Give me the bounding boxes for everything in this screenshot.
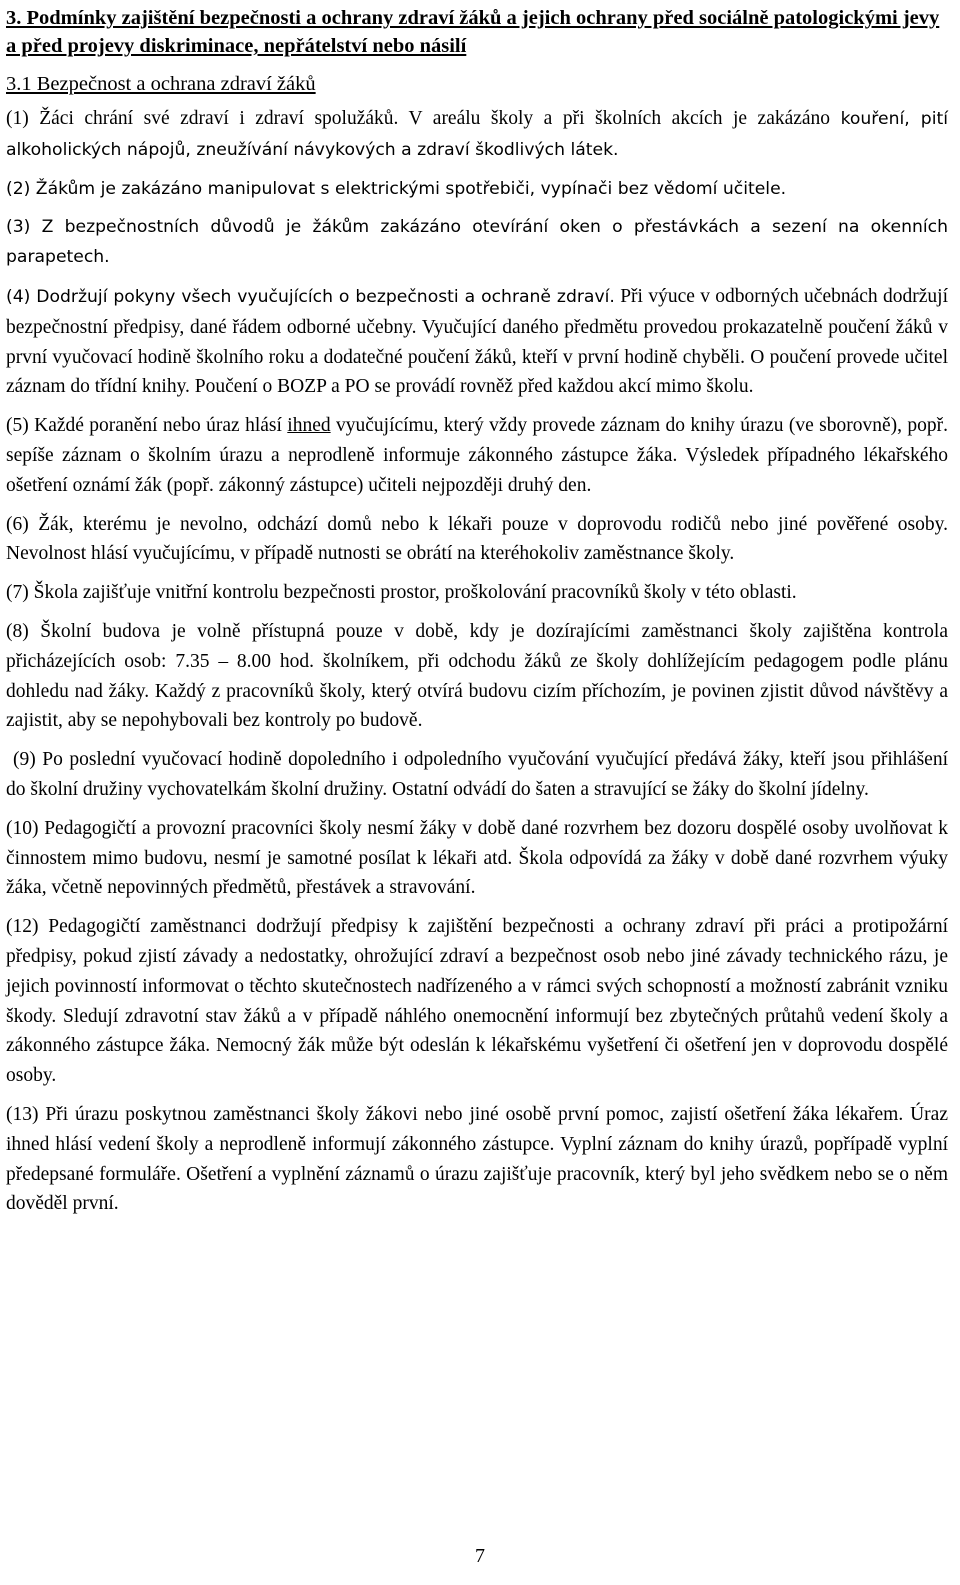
paragraph-7: (7) Škola zajišťuje vnitřní kontrolu bezpečnosti prostor, proškolování pracovníků školy v této oblasti. <box>6 582 797 604</box>
section-heading: 3. Podmínky zajištění bezpečnosti a ochrany zdraví žáků a jejich ochrany před sociálně patologickými jevy a před projevy diskriminace, nepřátelství nebo násilí <box>6 7 940 57</box>
document-page <box>6 0 948 1219</box>
paragraph-5 <box>6 411 948 500</box>
paragraph-13: (13) Při úrazu poskytnou zaměstnanci školy žákovi nebo jiné osobě první pomoc, zajistí ošetření žáka lékařem. Úraz ihned hlásí vedení školy a neprodleně informují zákonného zástupce. Vyplní záznam do knihy úrazů, popřípadě vyplní předepsané formuláře. Ošetření a vyplnění záznamů o úrazu zajišťuje pracovník, který byl jeho svědkem nebo se o něm dověděl první. <box>6 1103 948 1215</box>
paragraph-2: (2) Žákům je zakázáno manipulovat s elektrickými spotřebiči, vypínači bez vědomí učitele. <box>6 178 787 199</box>
paragraph-12: (12) Pedagogičtí zaměstnanci dodržují předpisy k zajištění bezpečnosti a ochrany zdraví při práci a protipožární předpisy, pokud zjistí závady a nedostatky, ohrožující zdraví a bezpečnost osob nebo jiné závady technického rázu, je jejich povinností informovat o těchto skutečnostech nadřízeného a v rámci svých schopností a možností zabránit vzniku škody. Sledují zdravotní stav žáků a v případě náhlého onemocnění informují bez zbytečných průtahů vedení školy a zákonného zástupce žáka. Nemocný žák může být odeslán k lékařskému vyšetření či ošetření jen v doprovodu dospělé osoby. <box>6 916 948 1087</box>
page-number: 7 <box>475 1545 485 1567</box>
paragraph-5-part-a: (5) Každé poranění nebo úraz hlásí <box>6 415 288 437</box>
paragraph-8: (8) Školní budova je volně přístupná pouze v době, kdy je dozírajícími zaměstnanci školy zajištěna kontrola přicházejících osob: 7.35 – 8.00 hod. školníkem, při odchodu žáků ze školy dohlížejícím pedagogem podle plánu dohledu nad žáky. Každý z pracovníků školy, který otvírá budovu cizím příchozím, je povinen zjistit důvod návštěvy a zajistit, aby se nepohybovali bez kontroly po budově. <box>6 620 948 732</box>
paragraph-5-underlined: ihned <box>287 415 331 437</box>
paragraph-5-part-b: vyučujícímu, který vždy provede záznam do knihy úrazu (ve sborovně), popř. sepíše záznam o školním úrazu a neprodleně informuje zákonného zástupce žáka. Výsledek případného lékařského ošetření oznámí žák (popř. zákonný zástupce) učiteli nejpozději druhý den. <box>6 415 949 496</box>
paragraph-1 <box>6 104 948 166</box>
paragraph-1-part-a: (1) Žáci chrání své zdraví i zdraví spolužáků. V areálu školy a při školních akcích je zakázáno <box>6 108 841 129</box>
paragraph-3: (3) Z bezpečnostních důvodů je žákům zakázáno otevírání oken o přestávkách a sezení na okenních parapetech. <box>6 217 948 268</box>
paragraph-6: (6) Žák, kterému je nevolno, odchází domů nebo k lékaři pouze v doprovodu rodičů nebo jiné pověřené osoby. Nevolnost hlásí vyučujícímu, v případě nutnosti se obrátí na kteréhokoliv zaměstnance školy. <box>6 513 948 565</box>
paragraph-4-part-b: Při výuce v odborných učebnách dodržují bezpečnostní předpisy, dané řádem odborné učebny. Vyučující daného předmětu provedou prokazatelně poučení žáků v první vyučovací hodině školního roku a dodatečné poučení žáků, kteří v první hodině chyběli. O poučení provede učitel záznam do třídní knihy. Poučení o BOZP a PO se provádí rovněž před každou akcí mimo školu. <box>6 285 948 398</box>
subsection-heading: 3.1 Bezpečnost a ochrana zdraví žáků <box>6 73 316 95</box>
paragraph-4-part-a: (4) Dodržují pokyny všech vyučujících o bezpečnosti a ochraně zdraví. <box>6 286 615 307</box>
paragraph-1-part-b: kouření, pití alkoholických nápojů, zneužívání návykových a zdraví škodlivých látek. <box>6 109 948 160</box>
paragraph-10: (10) Pedagogičtí a provozní pracovníci školy nesmí žáky v době dané rozvrhem bez dozoru dospělé osoby uvolňovat k činnostem mimo budovu, nesmí je samotné posílat k lékaři atd. Škola odpovídá za žáky v době dané rozvrhem výuky žáka, včetně nepovinných předmětů, přestávek a stravování. <box>6 817 948 899</box>
paragraph-9: (9) Po poslední vyučovací hodině dopoledního i odpoledního vyučování vyučující předává žáky, kteří jsou přihlášení do školní družiny vychovatelkám školní družiny. Ostatní odvádí do šaten a stravující se žáky do školní jídelny. <box>6 749 948 800</box>
paragraph-4 <box>6 282 948 402</box>
